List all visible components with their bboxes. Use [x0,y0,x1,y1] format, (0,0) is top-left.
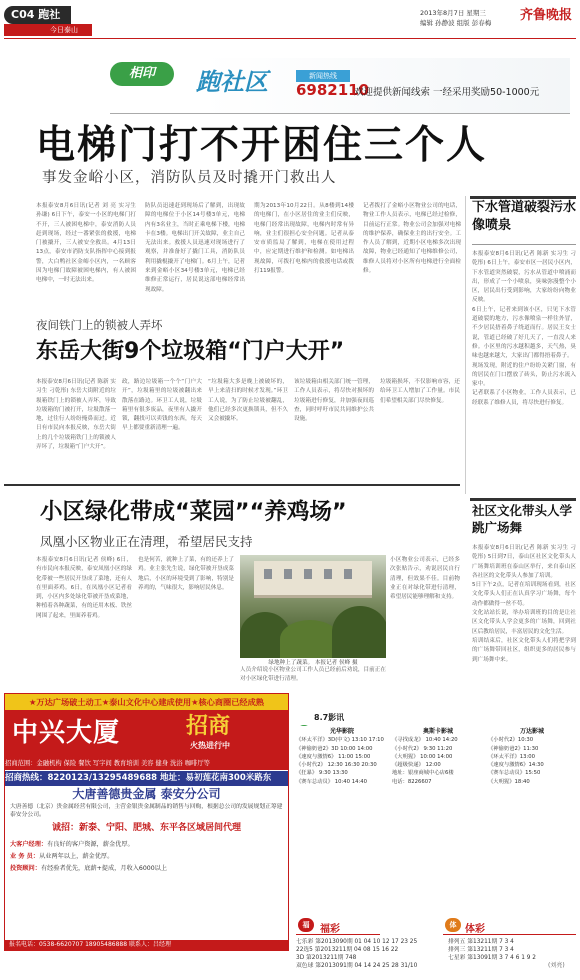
editors-line: 编辑 孙静波 组版 彭春梅 [420,19,492,27]
side2-paragraph: 本报泰安8月6日讯(记者 陈新 实习生 刁乾彤) 5日到7日，泰山区社区文化带头人广场舞培训班在泰山区举行，来自泰山区各社区的文化带头人参加了培训。 [472,545,576,579]
cinema-column-3 [488,728,576,786]
cinema-name: 光华影院 [329,728,354,735]
ad-recruit-word: 招商 [186,714,231,739]
issue-date: 2013年8月7日 星期三 [420,9,486,17]
window-shape [304,569,312,579]
showtime: 《小时代2》 12:30 16:30 20:30 [296,762,377,769]
welfare-lottery-title: 福彩 [320,924,340,935]
cinema-address: 地址：银座商城中心店6楼 [392,770,454,777]
showtime: 《寻找成龙》 10:40 14:20 [392,737,458,744]
ad-building-name: 中兴大厦 [12,718,121,748]
column-rule [465,196,466,494]
story3-column-4: 小区物业公司表示，已经多次张贴告示，劝说居民自行清理，但效果不佳。目前物业正在对绿化带进行清理，希望居民能够理解和支持。 [390,557,460,601]
story2-headline: 东岳大街9个垃圾箱“门户大开” [36,339,345,364]
side-story-rule [472,244,576,245]
showtime: 《环太平洋》13:00 [488,753,536,760]
showtime: 《大明猩》 10:00 14:00 [392,753,453,760]
building-shape [254,561,372,598]
vegetable-garden-photo [240,555,386,658]
side2-paragraph: 文化站站长说，举办培训班的目的是让社区文化带头人学会更多的广场舞，回到社区后教给居民，丰富居民的文化生活。 [472,610,576,635]
side2-paragraph: 5日下午2点，记者在培训现场看到，社区文化带头人们正在认真学习广场舞，每个动作都做得一丝不苟。 [472,582,576,607]
newspaper-logo: 齐鲁晚报 [520,8,573,23]
side-paragraph: 现场发现，附近的住户纷纷关紧门窗，有的居民在门口摆放了砖头，防止污水流入家中。 [472,362,576,388]
plant-shape [332,606,386,658]
plant-shape [280,620,340,658]
lead-column-2: 防队员迅速赶到现场后了解到，出现故障的电梯位于小区14号楼3单元，电梯内有3名业主，当时正乘电梯下楼，电梯卡在3楼。电梯出门开关故障，业主自己无法出来。救援人员迅速对现场进行了观察，并准备好了撬门工具，消防队员利用撬棍撬开了电梯门。6月上午，记者来到金峪小区34号楼3单元，电梯已经维修正常运行，居民说这部电梯经常出现故障。 [145,203,245,293]
banner-slogan: 欢迎提供新闻线索 一经采用奖励50-1000元 [354,87,540,98]
story3-headline: 小区绿化带成“菜园”“养鸡场” [40,499,347,525]
ad-job-desc: 有良好的客户资源，薪金优厚。 [47,841,134,848]
ad-contact: 报名电话：0538-6620707 18905486888 联系人：吕经理 [5,940,288,950]
ad-hot-label: 火热进行中 [190,741,230,750]
ad-range: 招商范围：金融机构 保险 餐饮 写字间 教育培训 美容 健身 洗浴 咖啡厅等 [5,758,288,770]
showtime: 《赛车总动员》15:50 [488,770,541,777]
side-paragraph: 记者联系了小区物业，工作人员表示，已经联系了维修人员，将尽快进行修复。 [472,390,576,406]
showtime: 《小时代2》10:30 [488,737,534,744]
story2-column-4: 该垃圾箱由相关部门统一管理，工作人员表示，将尽快对损坏的垃圾箱进行修复，并加强夜间巡查，同时呼吁市民共同维护公共设施。 [294,379,374,423]
showtime: 《神偷奶爸2》11:30 [488,745,539,752]
showtime: 《速度与激情6》 11:00 15:00 [296,753,371,760]
cinema-phone: 电话：8226607 [392,778,432,785]
showtime: 《狂暴》 9:30 13:30 [296,770,348,777]
lead-column-4: 记者拨打了金峪小区物业公司的电话，物业工作人员表示，电梯已经过检修，目前运行正常。物业公司会加强对电梯的维护保养，确保业主的出行安全。工作人员了解到，近期小区电梯多次出现故障，物业已经通知了电梯维修公司，维修人员将对小区所有电梯进行全面检修。 [363,203,461,275]
side-story-body [472,250,576,490]
story2-column-2: 政，路边垃圾箱一个个“门户大开”，垃圾箱里的垃圾被翻出来散落在路边。环卫工人说，垃圾箱里有很多废品，夜里有人撬开锁，翻找可以卖钱的东西，每天早上都要重新清理一遍。 [122,379,202,432]
hotline-number: 6982110 [296,81,370,99]
lottery-row: 排列五 第13211期 7 3 4 [448,939,514,945]
lead-column-3: 期为2013年10月22日。从8楼到14楼的电梯门，在小区居住的业主们反映，电梯门经常出现故障，电梯内时常有异响，业主们很担心安全问题。记者从泰安市质监局了解到，电梯在使用过程中，应定期进行维护和检测。如电梯出现故障，可拨打电梯内的救援电话或拨打119报警。 [254,203,354,275]
story3-top-rule [4,484,460,486]
ad-job-title: 投资顾问： [10,865,41,872]
story2-column-1: 本报泰安8月6日讯(记者 陈新 实习生 刁乾彤) 东岳大街附近的垃圾箱铁门上的锁被人弄坏，导致垃圾箱的门被打开，垃圾散落一地，过往行人纷纷掩鼻而过。近日有市民向本报反映，东岳大街上的几个垃圾箱铁门上的锁被人弄坏了，垃圾箱“门户大开”。 [36,379,116,451]
window-shape [264,569,272,579]
ad-job-desc: 有经验者优先，底薪+提成，月收入6000以上 [40,865,168,872]
story3-photo-text: 人员介绍说小区物业公司工作人员已经前后劝说，目前正在对小区绿化带进行清理。 [240,667,386,683]
window-shape [324,569,332,579]
ad-job-title: 大客户经理： [10,841,48,848]
story3-column-2: 也是何苦，就种上了菜，有的还养上了鸡。业主张先生说，绿化带被开垦成菜地后，小区的环境受到了影响，特别是养鸡的，气味很大，影响居民休息。 [138,557,234,591]
lottery-row: 排列三 第13211期 7 3 4 [448,947,514,953]
showtime: 《小时代2》 9:30 11:20 [392,745,453,752]
side-paragraph: 6日上午，记者来到该小区，只见下水管道破裂的地方，污水像喷泉一样往外冒，不少居民捂着鼻子绕道而行。居民王女士说，管道已经破了好几天了，一直没人来修。小区里的污水越积越多，天气热，臭味也越来越大，大家出门都得捂着鼻子。 [472,306,576,360]
photo-caption: 绿地种上了蔬菜。 本报记者 侯峰 摄 [268,660,358,666]
ad-job-title: 业 务 员： [10,853,40,860]
sports-lottery-header [443,918,576,935]
story3-column-1: 本报泰安8月6日讯(记者 侯峰) 6日，有市民向本报反映，泰安凤凰小区的绿化带被一些居民开垦成了菜地，还有人在里面养鸡。6日，在凤凰小区记者看到，小区内多处绿化带被开垦成菜地，种植着各种蔬菜，有的还用木板、铁丝网围了起来，里面养着鸡。 [36,557,132,619]
lottery-row: 七乐彩 第2013090期 01 04 10 12 17 23 25 [296,939,418,945]
section-code [4,6,71,24]
side-paragraph: 本报泰安8月6日讯(记者 陈新 实习生 刁乾彤) 6日上午，泰安市区一居民小区内，下水管道突然破裂，污水从管道中喷涌而出，形成了一个小喷泉，臭味弥漫整个小区，居民出行受到影响，大家纷纷向物业反映。 [472,251,576,304]
showtime: 《速度与激情6》14:30 [488,762,544,769]
ad-gold-company: 大唐善德贵金属 泰安分公司 [72,787,221,801]
ad-gold-description: 大唐善德（北京）贵金属经营有限公司，主营金银贵金属制品的销售与回购，根据总公司的发展规划正筹建泰安分公司。 [10,804,283,818]
side-story2-body [472,544,576,688]
section-subtitle: 今日泰山 [4,24,92,36]
ad-hotline: 招商热线：8220123/13295489688 地址：易初莲花南300米路东 [5,771,288,786]
showtime: 《神偷奶爸2》3D 10:00 14:00 [296,745,373,752]
sports-lottery-icon: 体 [445,918,461,932]
hotline-label: 新闻热线 [296,70,350,82]
sports-lottery-title: 体彩 [465,924,485,935]
story2-column-3: “垃圾箱大多是晚上被破坏的，早上来清扫的时候才发现。”环卫工人说，为了防止垃圾被翻乱，他们已经多次更换锁具，但不久又会被撬坏。 [208,379,288,423]
lottery-row: 22选5 第2013211期 04 08 15 16 22 [296,947,399,953]
banner-title: 跑社区 [196,68,268,96]
section-code-text: C04 [11,8,35,21]
story2-column-5: 垃圾箱损坏，不仅影响市容，还给环卫工人增加了工作量。市民们希望相关部门尽快修复。 [380,379,460,404]
side2-paragraph: 培训结束后，社区文化带头人们将把学到的广场舞带回社区，组织更多的居民参与到广场舞中来。 [472,637,576,663]
side-story2-headline: 社区文化带头人学跳广场舞 [472,503,573,535]
cinema-column-1 [296,728,388,786]
cinema-column-2 [392,728,484,786]
lead-column-1: 本报泰安8月6日讯(记者 刘 亮 实习生 孙谦) 6日下午，泰安一小区的电梯门打不开，三人被困电梯中，泰安消防人员赶到现场，经过一番紧张的救援，电梯门被撬开，三人被安全救出。4月13日13点，泰安市消防支队指挥中心接到报警，大白鸭社区金峪小区内，一名顾客因为电梯门故障被困电梯内，有人被困电梯中，一时无法出来。 [36,203,136,284]
ad-branches: 诚招：新泰、宁阳、肥城、东平各区域居间代理 [51,823,241,833]
lottery-row: 双色球 第2013091期 04 14 24 25 28 31/10 [296,963,418,969]
story3-subheadline: 凤凰小区物业正在清理，希望居民支持 [40,534,253,549]
ad-job-row [10,864,283,873]
welfare-lottery-icon: 福 [298,918,314,932]
side-story2-bar [470,498,576,501]
ad-job-row [10,852,283,861]
cinema-name: 万达影城 [519,728,544,735]
story2-kicker: 夜间铁门上的锁被人弄坏 [36,318,163,332]
showtime: 《赛车总动员》 10:40 14:40 [296,778,367,785]
cinema-title: 8.7影讯 [296,710,358,725]
lottery-row: 3D 第2013211期 748 [296,955,357,961]
ad-top-line: ★万达广场破土动工★泰山文化中心建成使用★核心商圈已经成熟 [5,694,288,710]
side-story-headline: 下水管道破裂污水像喷泉 [472,200,577,233]
ad-job-desc: 从业两年以上，薪金优厚。 [39,853,114,860]
cinema-name: 奥斯卡影城 [422,728,453,735]
showtime: 《大明猩》18:40 [488,778,530,785]
ad-job-row [10,840,283,849]
lottery-row: 七星彩 第13091期 3 7 4 6 1 9 2 [448,955,536,961]
lead-headline: 电梯门打不开困住三个人 [36,123,488,168]
showtime: 《超级快递》 12:00 [392,762,441,769]
header-divider [4,38,576,39]
section-name: 跑社 [38,8,61,21]
showtime: 《环太平洋》3D(中文) 13:10 17:10 [296,737,384,744]
byline: (刘亮) [548,962,565,969]
window-shape [284,569,292,579]
lead-subheadline: 事发金峪小区，消防队员及时撬开门救出人 [42,170,337,186]
sponsor-badge: 相印 [110,62,174,86]
window-shape [344,569,352,579]
